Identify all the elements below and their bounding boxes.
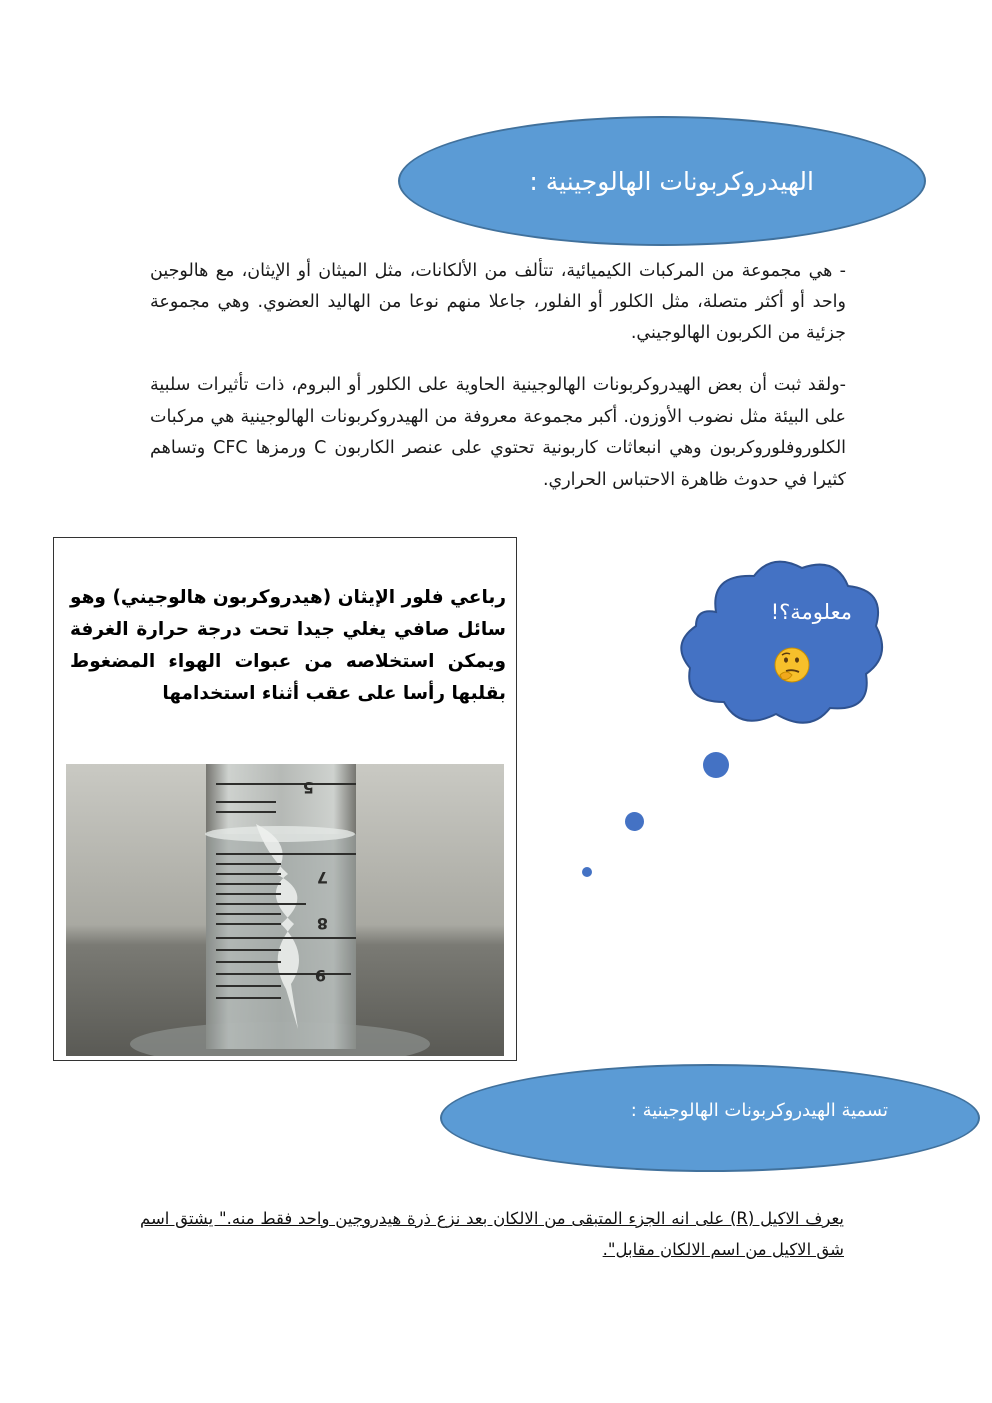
alkyl-definition: يعرف الاكيل (R) على انه الجزء المتبقى من الالكان بعد نزع ذرة هيدروجين واحد فقط منه." يشتق اسم شق الاكيل من اسم الالكان مقابل". bbox=[140, 1209, 844, 1259]
intro-paragraph-2: -ولقد ثبت أن بعض الهيدروكربونات الهالوجينية الحاوية على الكلور أو البروم، ذات تأثيرات سلبية على البيئة مثل نضوب الأوزون. أكبر مجموعة معروفة من الهيدروكربونات الهالوجينية هي مركبات الكلوروفلوروكربون وهي انبعاثات كاربونية تحتوي على عنصر الكاربون C ورمزها CFC وتساهم كثيرا في حدوث ظاهرة الاحتباس الحراري. bbox=[150, 375, 847, 490]
naming-title: تسمية الهيدروكربونات الهالوجينية : bbox=[630, 1099, 888, 1121]
cloud-label: معلومة؟! bbox=[770, 600, 852, 624]
thought-bubble-medium bbox=[625, 812, 644, 831]
thought-bubble-small bbox=[582, 867, 592, 877]
thought-bubble-large bbox=[703, 752, 729, 778]
fact-box bbox=[53, 537, 517, 1061]
cylinder-mark-5: 5 bbox=[302, 778, 314, 797]
info-cloud bbox=[676, 552, 890, 732]
page-title: الهيدروكربونات الهالوجينية : bbox=[529, 166, 814, 196]
cylinder-mark-7: 7 bbox=[316, 868, 328, 887]
cylinder-mark-8: 8 bbox=[316, 914, 328, 933]
fact-box-text: رباعي فلور الإيثان (هيدروكربون هالوجيني) وهو سائل صافي يغلي جيدا تحت درجة حرارة الغرفة ويمكن استخلاصه من عبوات الهواء المضغوط بقلبها رأسا على عقب أثناء استخدامها bbox=[70, 587, 506, 704]
graduated-cylinder-photo bbox=[66, 764, 504, 1056]
thinking-face-icon bbox=[772, 645, 812, 685]
cylinder-mark-9: 9 bbox=[314, 966, 326, 985]
title-banner bbox=[398, 116, 926, 246]
naming-banner bbox=[440, 1064, 980, 1172]
intro-paragraph-1: - هي مجموعة من المركبات الكيميائية، تتألف من الألكانات، مثل الميثان أو الإيثان، مع هالوجين واحد أو أكثر متصلة، مثل الكلور أو الفلور، جاعلا منهم نوعا من الهاليد العضوي. وهي مجموعة جزئية من الكربون الهالوجيني. bbox=[150, 261, 846, 343]
